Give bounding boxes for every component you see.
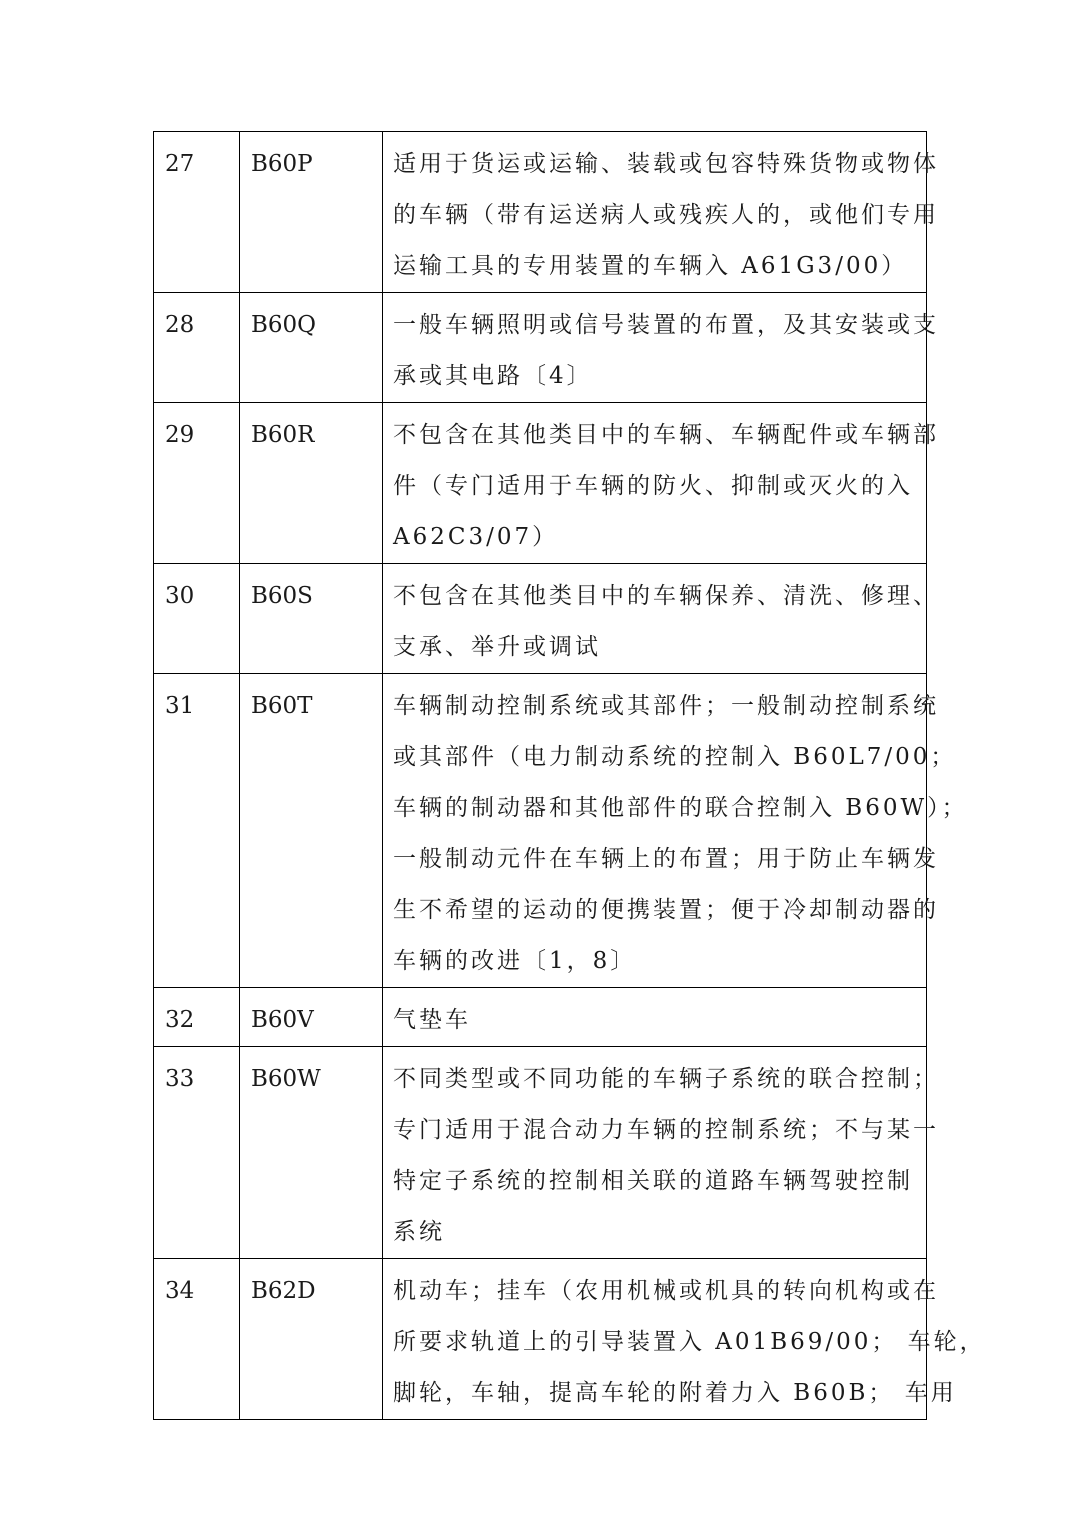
- class-code: B62D: [251, 1278, 316, 1304]
- description-line: 专门适用于混合动力车辆的控制系统；不与某一: [393, 1117, 939, 1143]
- class-code: B60P: [251, 151, 313, 177]
- description-line: 脚轮，车轴，提高车轮的附着力入 B60B； 车用: [393, 1380, 957, 1406]
- description-line: 或其部件（电力制动系统的控制入 B60L7/00；: [393, 744, 957, 770]
- description-line: 特定子系统的控制相关联的道路车辆驾驶控制: [393, 1168, 913, 1194]
- description-line: 适用于货运或运输、装载或包容特殊货物或物体: [393, 151, 939, 177]
- description-line: 件（专门适用于车辆的防火、抑制或灭火的入: [393, 473, 913, 499]
- description-line: 系统: [393, 1219, 445, 1245]
- class-code: B60Q: [251, 312, 317, 338]
- description-line: 车辆的改进〔1，8〕: [393, 948, 637, 974]
- row-number: 30: [165, 583, 195, 609]
- table-row: [154, 1259, 927, 1420]
- table-row: [154, 674, 927, 988]
- class-code: B60R: [251, 422, 315, 448]
- row-number: 33: [165, 1066, 195, 1092]
- row-number: 29: [165, 422, 195, 448]
- class-code: B60W: [251, 1066, 321, 1092]
- class-code: B60V: [251, 1007, 314, 1033]
- row-number: 27: [165, 151, 195, 177]
- row-number: 28: [165, 312, 195, 338]
- description-line: 的车辆（带有运送病人或残疾人的，或他们专用: [393, 202, 939, 228]
- description-line: 生不希望的运动的便携装置；便于冷却制动器的: [393, 897, 939, 923]
- description-line: 一般车辆照明或信号装置的布置，及其安装或支: [393, 312, 939, 338]
- class-code: B60S: [251, 583, 313, 609]
- description-line: 不包含在其他类目中的车辆、车辆配件或车辆部: [393, 422, 939, 448]
- description-line: 机动车；挂车（农用机械或机具的转向机构或在: [393, 1278, 939, 1304]
- table-row: [154, 293, 927, 403]
- row-number: 31: [165, 693, 195, 719]
- description-line: 所要求轨道上的引导装置入 A01B69/00； 车轮，: [393, 1329, 986, 1355]
- description-line: 承或其电路〔4〕: [393, 363, 593, 389]
- class-code: B60T: [251, 693, 313, 719]
- description-line: 车辆制动控制系统或其部件；一般制动控制系统: [393, 693, 939, 719]
- row-number: 32: [165, 1007, 195, 1033]
- table-row: [154, 1047, 927, 1259]
- description-line: 支承、举升或调试: [393, 634, 601, 660]
- description-line: A62C3/07）: [393, 524, 559, 550]
- description-line: 气垫车: [393, 1007, 471, 1033]
- table-row: [154, 564, 927, 674]
- description-line: 不包含在其他类目中的车辆保养、清洗、修理、: [393, 583, 939, 609]
- description-line: 运输工具的专用装置的车辆入 A61G3/00）: [393, 253, 908, 279]
- description-line: 一般制动元件在车辆上的布置；用于防止车辆发: [393, 846, 939, 872]
- table-row: [154, 988, 927, 1047]
- table-row: [154, 132, 927, 293]
- row-number: 34: [165, 1278, 195, 1304]
- table-row: [154, 403, 927, 564]
- description-line: 车辆的制动器和其他部件的联合控制入 B60W）；: [393, 795, 968, 821]
- classification-table: [153, 131, 986, 1420]
- description-line: 不同类型或不同功能的车辆子系统的联合控制；: [393, 1066, 939, 1092]
